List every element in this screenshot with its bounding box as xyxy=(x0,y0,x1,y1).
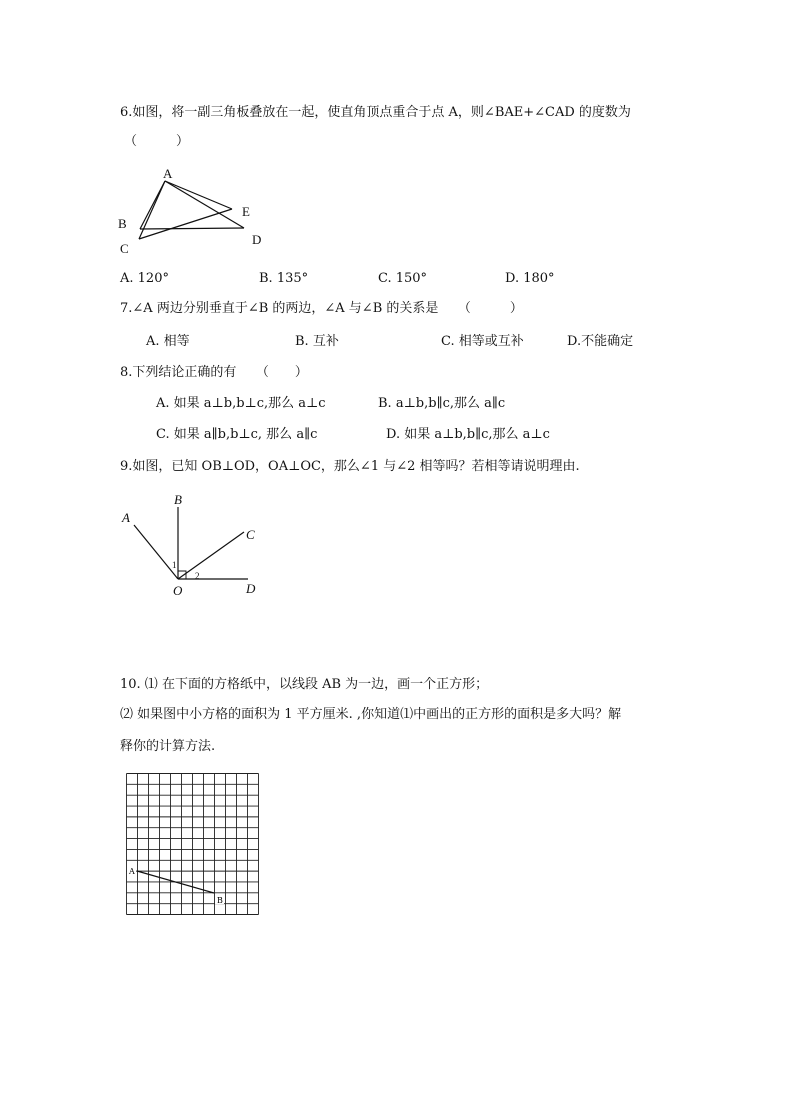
q9-label-angle-2: 2 xyxy=(195,571,200,581)
q9-ray-oa xyxy=(134,525,178,579)
q6-label-a: A xyxy=(163,166,173,181)
q6-stem: 6.如图，将一副三角板叠放在一起，使直角顶点重合于点 A，则∠BAE+∠CAD 的度数为 xyxy=(120,105,631,120)
q7-option-d: D.不能确定 xyxy=(567,334,634,349)
q6-option-a: A. 120° xyxy=(120,271,169,286)
q10-label-a: A xyxy=(129,867,135,876)
q9-label-o: O xyxy=(173,583,183,598)
q9-stem: 9.如图，已知 OB⊥OD，OA⊥OC，那么∠1 与∠2 相等吗？若相等请说明理由. xyxy=(120,459,580,474)
q8-stem: 8.下列结论正确的有 （ ） xyxy=(120,365,308,380)
q6-label-c: C xyxy=(120,241,129,256)
q8-option-d: D. 如果 a⊥b,b∥c,那么 a⊥c xyxy=(386,427,550,442)
q10-grid-svg xyxy=(126,773,259,915)
q10-line-3: 释你的计算方法. xyxy=(120,739,216,754)
q9-label-b: B xyxy=(174,492,182,507)
q10-line-2: ⑵ 如果图中小方格的面积为 1 平方厘米. ,你知道⑴中画出的正方形的面积是多大吗？解 xyxy=(120,707,622,722)
q6-triangle-figure xyxy=(112,162,272,258)
q6-option-b: B. 135° xyxy=(259,271,309,286)
q9-ray-oc xyxy=(178,532,244,579)
q10-grid-paper xyxy=(126,773,259,915)
q6-label-b: B xyxy=(118,216,127,231)
q6-edge-ad xyxy=(165,181,244,228)
q6-edge-ce xyxy=(139,209,232,239)
q9-label-c: C xyxy=(246,527,255,542)
q9-label-a: A xyxy=(122,510,130,525)
q10-grid-lines xyxy=(127,774,259,915)
q9-angle-figure xyxy=(114,488,274,603)
q7-option-c: C. 相等或互补 xyxy=(441,334,524,349)
q6-edge-ae xyxy=(165,181,232,209)
q9-label-d: D xyxy=(246,581,256,596)
q9-label-angle-1: 1 xyxy=(172,560,177,570)
q6-edge-ac xyxy=(139,181,165,239)
q7-stem: 7.∠A 两边分别垂直于∠B 的两边，∠A 与∠B 的关系是 （ ） xyxy=(120,301,523,316)
q8-option-c: C. 如果 a∥b,b⊥c, 那么 a∥c xyxy=(156,427,318,442)
q6-label-d: D xyxy=(252,232,262,247)
q7-option-b: B. 互补 xyxy=(295,334,339,349)
q6-answer-paren: （ ） xyxy=(124,134,190,149)
q6-option-d: D. 180° xyxy=(505,271,555,286)
q6-option-c: C. 150° xyxy=(378,271,428,286)
q8-option-b: B. a⊥b,b∥c,那么 a∥c xyxy=(378,396,506,411)
q8-option-a: A. 如果 a⊥b,b⊥c,那么 a⊥c xyxy=(156,396,326,411)
q7-option-a: A. 相等 xyxy=(146,334,190,349)
q6-label-e: E xyxy=(242,204,250,219)
q6-edge-bd xyxy=(140,228,244,229)
q10-line-1: 10. ⑴ 在下面的方格纸中，以线段 AB 为一边，画一个正方形； xyxy=(120,677,489,692)
q10-label-b: B xyxy=(217,896,223,905)
